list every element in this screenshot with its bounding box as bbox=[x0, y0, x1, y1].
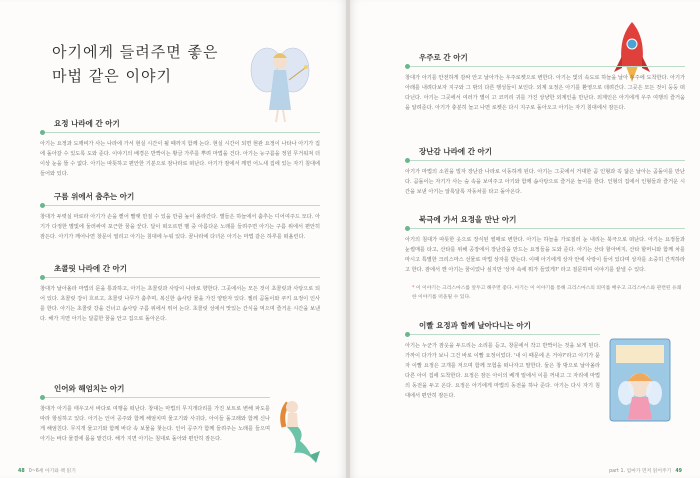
section-heading: 이빨 요정과 함께 날아다니는 아기 bbox=[419, 321, 531, 330]
footnote bbox=[412, 284, 684, 302]
footer-left bbox=[18, 467, 76, 474]
section-cloud-dance bbox=[40, 191, 320, 242]
section-body: 창대가 아기를 안전하게 감싸 안고 날아가는 우주로켓으로 변한다. 아기는 빛의 속도로 하늘을 날아 우주에 도착한다. 아기가 아래를 내려다보자 지구와 그 밖의 다른 행성들이 보인다. 외계 요정은 아기를 환영으로 데려간다. 그곳은 모든 것이 둥둥 떠다닌다. 아기는 그곳에서 여러가 별이 고 코끼리 귀를 가진 상냥한 외계인을 만난다. 외계인은 아기에게 우주 여행의 즐거움을 알려준다. 아기가 충분히 놀고 나면 로켓은 다시 지구로 돌아오고 아기는 자기 침대에서 잠든다. bbox=[405, 75, 685, 111]
section-heading: 북극에 가서 요정을 만난 아기 bbox=[419, 215, 517, 224]
title-line-1: 아기에게 들려주면 좋은 bbox=[52, 43, 219, 61]
section-body: 창대가 아기를 태우고서 바다로 여행을 떠난다. 창대는 마법의 무지개다리를 가진 보트로 변해 파도를 따라 항심하고 있다. 아기는 인어 공주와 함께 해엄치며 물고기와 사귀다, 아이들 돌고래와 함께 신나게 해엄친다. 무지개 물고기와 함께 바다 속 보물을 찾는다. 인어 공주가 함께 들려주는 노래를 들으며 아기는 바다 물결에 몸을 맡긴다. 해가 지면 아기는 침대로 돌아와 편안히 잠든다. bbox=[40, 406, 270, 442]
section-body: 창대가 두렷실 마로라 아기가 손을 뻗어 빨랫 만질 수 있을 만큼 높이 올라간다. 별들은 하늘에서 춤추는 디어여주드 모다. 아기가 다정한 별빛에 둘러싸여 포근한 꿈을 꾼다. 달이 떠오르면 벨 중 아름다운 노래를 들려주면 아기는 구름 위에서 편안히 잠든다. 아기가 깨어나면 창문이 열리고 아기는 침대에 누워 있다. 꿈나라에 다녀온 아기는 마법 같은 하루를 떠올린다. bbox=[40, 214, 320, 240]
section-body: 아기의 침대가 따뜻한 옷으로 장식된 썰매로 변한다. 아기는 하늘을 가로질러 눈 내리는 북극으로 떠난다. 아기는 요정들과 눈썰매를 타고, 산타를 위해 공장에서 장난감을 만드는 요정들을 도와 준다. 아기는 산타 할아버지, 산타 할머니와 함께 차를 마시고 특별한 크리스마스 선물로 마법 상자를 받는다. 이때 아기에게 상자 안에 사랑이 들어 있다며 상자를 소중히 간직하라고 한다. 잠에서 깬 아기는 꿈이었나 싶지만 '상자 속에 뭐가 들었게?' 라고 질문하며 이야기를 끝낼 수 있다. bbox=[405, 237, 685, 273]
section-heading: 구름 위에서 춤추는 아기 bbox=[54, 192, 135, 201]
section-space bbox=[405, 52, 685, 113]
section-north-pole bbox=[405, 214, 685, 275]
footer-text: part 1. 엄마가 먼저 읽어주기 bbox=[609, 469, 672, 474]
section-heading: 장난감 나라에 간 아기 bbox=[419, 147, 493, 156]
fairy-book-illustration bbox=[604, 335, 676, 425]
section-heading: 요정 나라에 간 아기 bbox=[54, 119, 120, 128]
footer-text: 0~6세 아기와 책 읽기 bbox=[28, 469, 76, 474]
section-body: 아기는 누군가 잠옷을 두드리는 소리를 듣고, 창문에서 작고 반짝이는 것을 보게 된다. 가까이 다가가 보니 그건 바로 이빨 요정이었다. '내 이 때문에 온 거야?'라고 아기가 묻자 이빨 요정은 고개를 저으며 함께 모험을 떠나자고 말한다. 둘은 창 밖으로 날아올라 다른 아이 집에 도착한다. 요정은 잠든 아이의 베개 밑에서 이를 꺼내고 그 자리에 마법의 동전을 두고 온다. 요정은 아기에게 마법의 동전을 하나 준다. 아기는 다시 자기 침대에서 편안히 잠든다. bbox=[405, 343, 600, 399]
footnote-text: 이 이야기는 크리스마스를 앞두고 해주면 좋다. 아기는 이 이야기를 통해 크리스마스의 의미를 배우고 크리스마스와 관련된 유쾌한 이야기를 떠올릴 수 있다. bbox=[412, 286, 682, 300]
section-toy-land bbox=[405, 146, 685, 197]
mermaid-illustration bbox=[270, 395, 325, 465]
fairy-illustration bbox=[245, 40, 315, 125]
title-line-2: 마법 같은 이야기 bbox=[52, 67, 172, 85]
section-body: 창대가 날아올라 마법의 문을 통과하고, 아기는 초콜릿과 사탕이 나라로 향한다. 그곳에서는 모든 것이 초콜릿과 사탕으로 되어 있다. 초콜릿 강이 흐르고, 초콜릿 나무가 춤추며, 복신한 솜사탕 물을 가진 양탄자 있다. 젤리 곰돌이와 쿠키 요정이 인사를 한다. 아기는 초콜릿 강을 건너고 솜사탕 구름 위에서 뛰어 논다. 초콜릿 성에서 맛있는 간식을 먹으며 즐거운 시간을 보낸다. 해가 지면 아기는 달콤한 꿈을 안고 집으로 돌아온다. bbox=[40, 286, 320, 322]
section-tooth-fairy bbox=[405, 320, 600, 401]
footnote-bullet: * bbox=[412, 286, 416, 291]
section-mermaid-swim bbox=[40, 383, 270, 444]
section-body: 아기는 요정과 도깨비가 사는 나라에 가서 현실 시간이 될 때까지 함께 논다. 현실 시간이 되면 현관 요정이 나타나 아기가 집에 돌아갈 수 있도록 도와 준다. 이야기의 배경은 반짝이는 황금 가루를 뿌려 마법을 건다. 아기는 능구름을 정원 무거워져 더 이상 눈을 뜰 수 없다. 아기는 따뜻하고 편안한 기분으로 잠나라로 떠난다. 아기가 잠에서 깨면 어느새 집에 있는 자기 침대에 들어와 있다. bbox=[40, 141, 320, 177]
footer-right bbox=[609, 467, 682, 474]
section-heading: 우주로 간 아기 bbox=[419, 53, 468, 62]
left-page bbox=[0, 0, 346, 478]
section-fairy-land bbox=[40, 118, 320, 179]
page-number: 48 bbox=[18, 469, 25, 474]
section-chocolate-land bbox=[40, 263, 320, 324]
page-title bbox=[52, 40, 252, 88]
section-body: 아기가 마법의 소원을 빌자 장난감 나라로 이동하게 된다. 아기는 그곳에서 거대한 곰 인형과 꼭 닮은 날아는 곰돌이를 만난다. 곰돌이는 자기가 사는 숲 속을 보여주고 아기와 함께 솜사탕으로 즐거운 놀이를 한다. 인형의 집에서 인형들과 즐거운 시간을 보낸 아기는 알록달록 자동차를 타고 돌아온다. bbox=[405, 169, 685, 195]
section-heading: 초콜릿 나라에 간 아기 bbox=[54, 264, 128, 273]
section-heading: 인어와 해엄치는 아기 bbox=[54, 384, 125, 393]
page-number: 49 bbox=[675, 469, 682, 474]
